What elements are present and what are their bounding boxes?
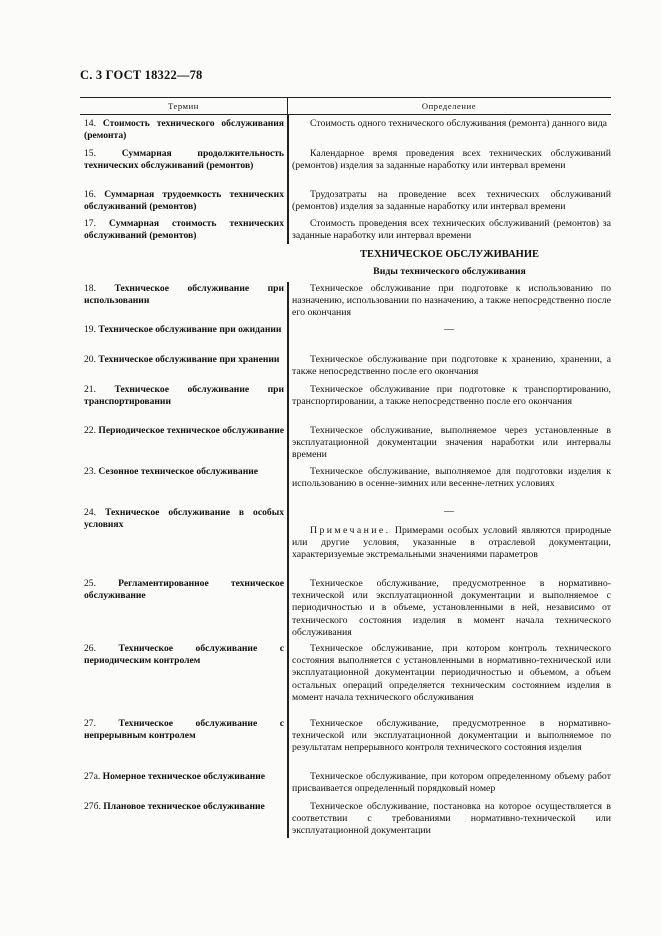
term-cell: 27б. Плановое техническое обслуживание [84,801,265,812]
definition-cell: Техническое обслуживание, выполняемое через установленные в эксплуатационной документации значения наработки или интервалы времени [292,425,611,461]
column-header-definition: Определение [421,101,477,111]
table-header [80,97,611,115]
term-cell: 25. Регламентированное техническое обслуживание [84,578,284,601]
term-cell: 15. Суммарная продолжительность технических обслуживаний (ремонтов) [84,148,284,171]
term-cell: 17. Суммарная стоимость технических обслуживаний (ремонтов) [84,218,284,241]
definition-cell: Техническое обслуживание, предусмотренное в нормативно-технической или эксплуатационной документации и выполняемое по результатам непрерывного контроля технического состояния изделия [292,718,611,754]
definition-cell: Стоимость одного технического обслуживания (ремонта) данного вида [310,118,608,129]
definition-cell: Техническое обслуживание при подготовке к транспортированию, транспортировании, а также непосредственно после его окончания [292,384,611,408]
term-cell: 22. Периодическое техническое обслуживание [84,425,284,436]
column-divider [287,282,289,838]
definition-cell: Стоимость проведения всех технических обслуживаний (ремонтов) за заданные наработку или интервал времени [292,218,611,242]
definition-cell: Техническое обслуживание, выполняемое для подготовки изделия к использованию в осенне-зимних или весенне-летних условиях [292,466,611,490]
column-divider [287,114,289,244]
definition-cell: Трудозатраты на проведение всех технических обслуживаний (ремонтов) изделия за заданные наработку или интервал времени [292,189,611,213]
definition-dash: — [444,506,454,517]
section-subtitle: Виды технического обслуживания [373,266,526,277]
term-cell: 27. Техническое обслуживание с непрерывным контролем [84,718,285,741]
term-cell: 26. Техническое обслуживание с периодическим контролем [84,643,285,666]
section-title: ТЕХНИЧЕСКОЕ ОБСЛУЖИВАНИЕ [359,249,540,260]
term-cell: 18. Техническое обслуживание при использовании [84,283,284,306]
definition-cell: Техническое обслуживание при подготовке к хранению, хранении, а также непосредственно после его окончания [292,354,611,378]
definition-cell: Техническое обслуживание, при котором определенному объему работ присваивается определенный порядковый номер [292,771,611,795]
definition-cell: Техническое обслуживание, предусмотренное в нормативно-технической или эксплуатационной документации и выполняемое с периодичностью и в объеме, установленными в ней, независимо от технического состояния изделия в момент начала технического обслуживания [292,578,611,638]
definition-cell: Техническое обслуживание, постановка на которое осуществляется в соответствии с требованиями нормативно-технической или эксплуатационной документации [292,801,611,837]
term-cell: 20. Техническое обслуживание при хранении [84,354,280,365]
definition-cell: Техническое обслуживание, при котором контроль технического состояния выполняется с установленными в нормативно-технической или эксплуатационной документации периодичностью и объемом, а объем остальных операций определяется техническим состоянием изделия в момент начала технического обслуживания [292,643,611,703]
page-header: С. 3 ГОСТ 18322—78 [80,68,203,82]
term-cell: 19. Техническое обслуживание при ожидании [84,324,282,335]
definition-cell: Календарное время проведения всех технических обслуживаний (ремонтов) изделия за заданные наработку или интервал времени [292,148,611,172]
term-cell: 24. Техническое обслуживание в особых условиях [84,507,284,530]
term-cell: 16. Суммарная трудоемкость технических обслуживаний (ремонтов) [84,189,284,212]
term-cell: 21. Техническое обслуживание при транспортировании [84,384,284,407]
definition-dash: — [444,324,454,335]
note-label: Примечание. [310,525,391,536]
note-text: Примерами особых условий являются природные или другие условия, указанные в отраслевой документации, характеризуемые экстремальными значениями параметров [292,525,611,561]
term-cell: 14. Стоимость технического обслуживания (ремонта) [84,118,284,141]
column-header-term: Термин [168,101,199,111]
term-cell: 23. Сезонное техническое обслуживание [84,466,259,477]
definition-cell: Техническое обслуживание при подготовке к использованию по назначению, использовании по назначению, а также непосредственно после его окончания [292,283,611,319]
term-cell: 27а. Номерное техническое обслуживание [84,771,266,782]
note [292,525,611,562]
